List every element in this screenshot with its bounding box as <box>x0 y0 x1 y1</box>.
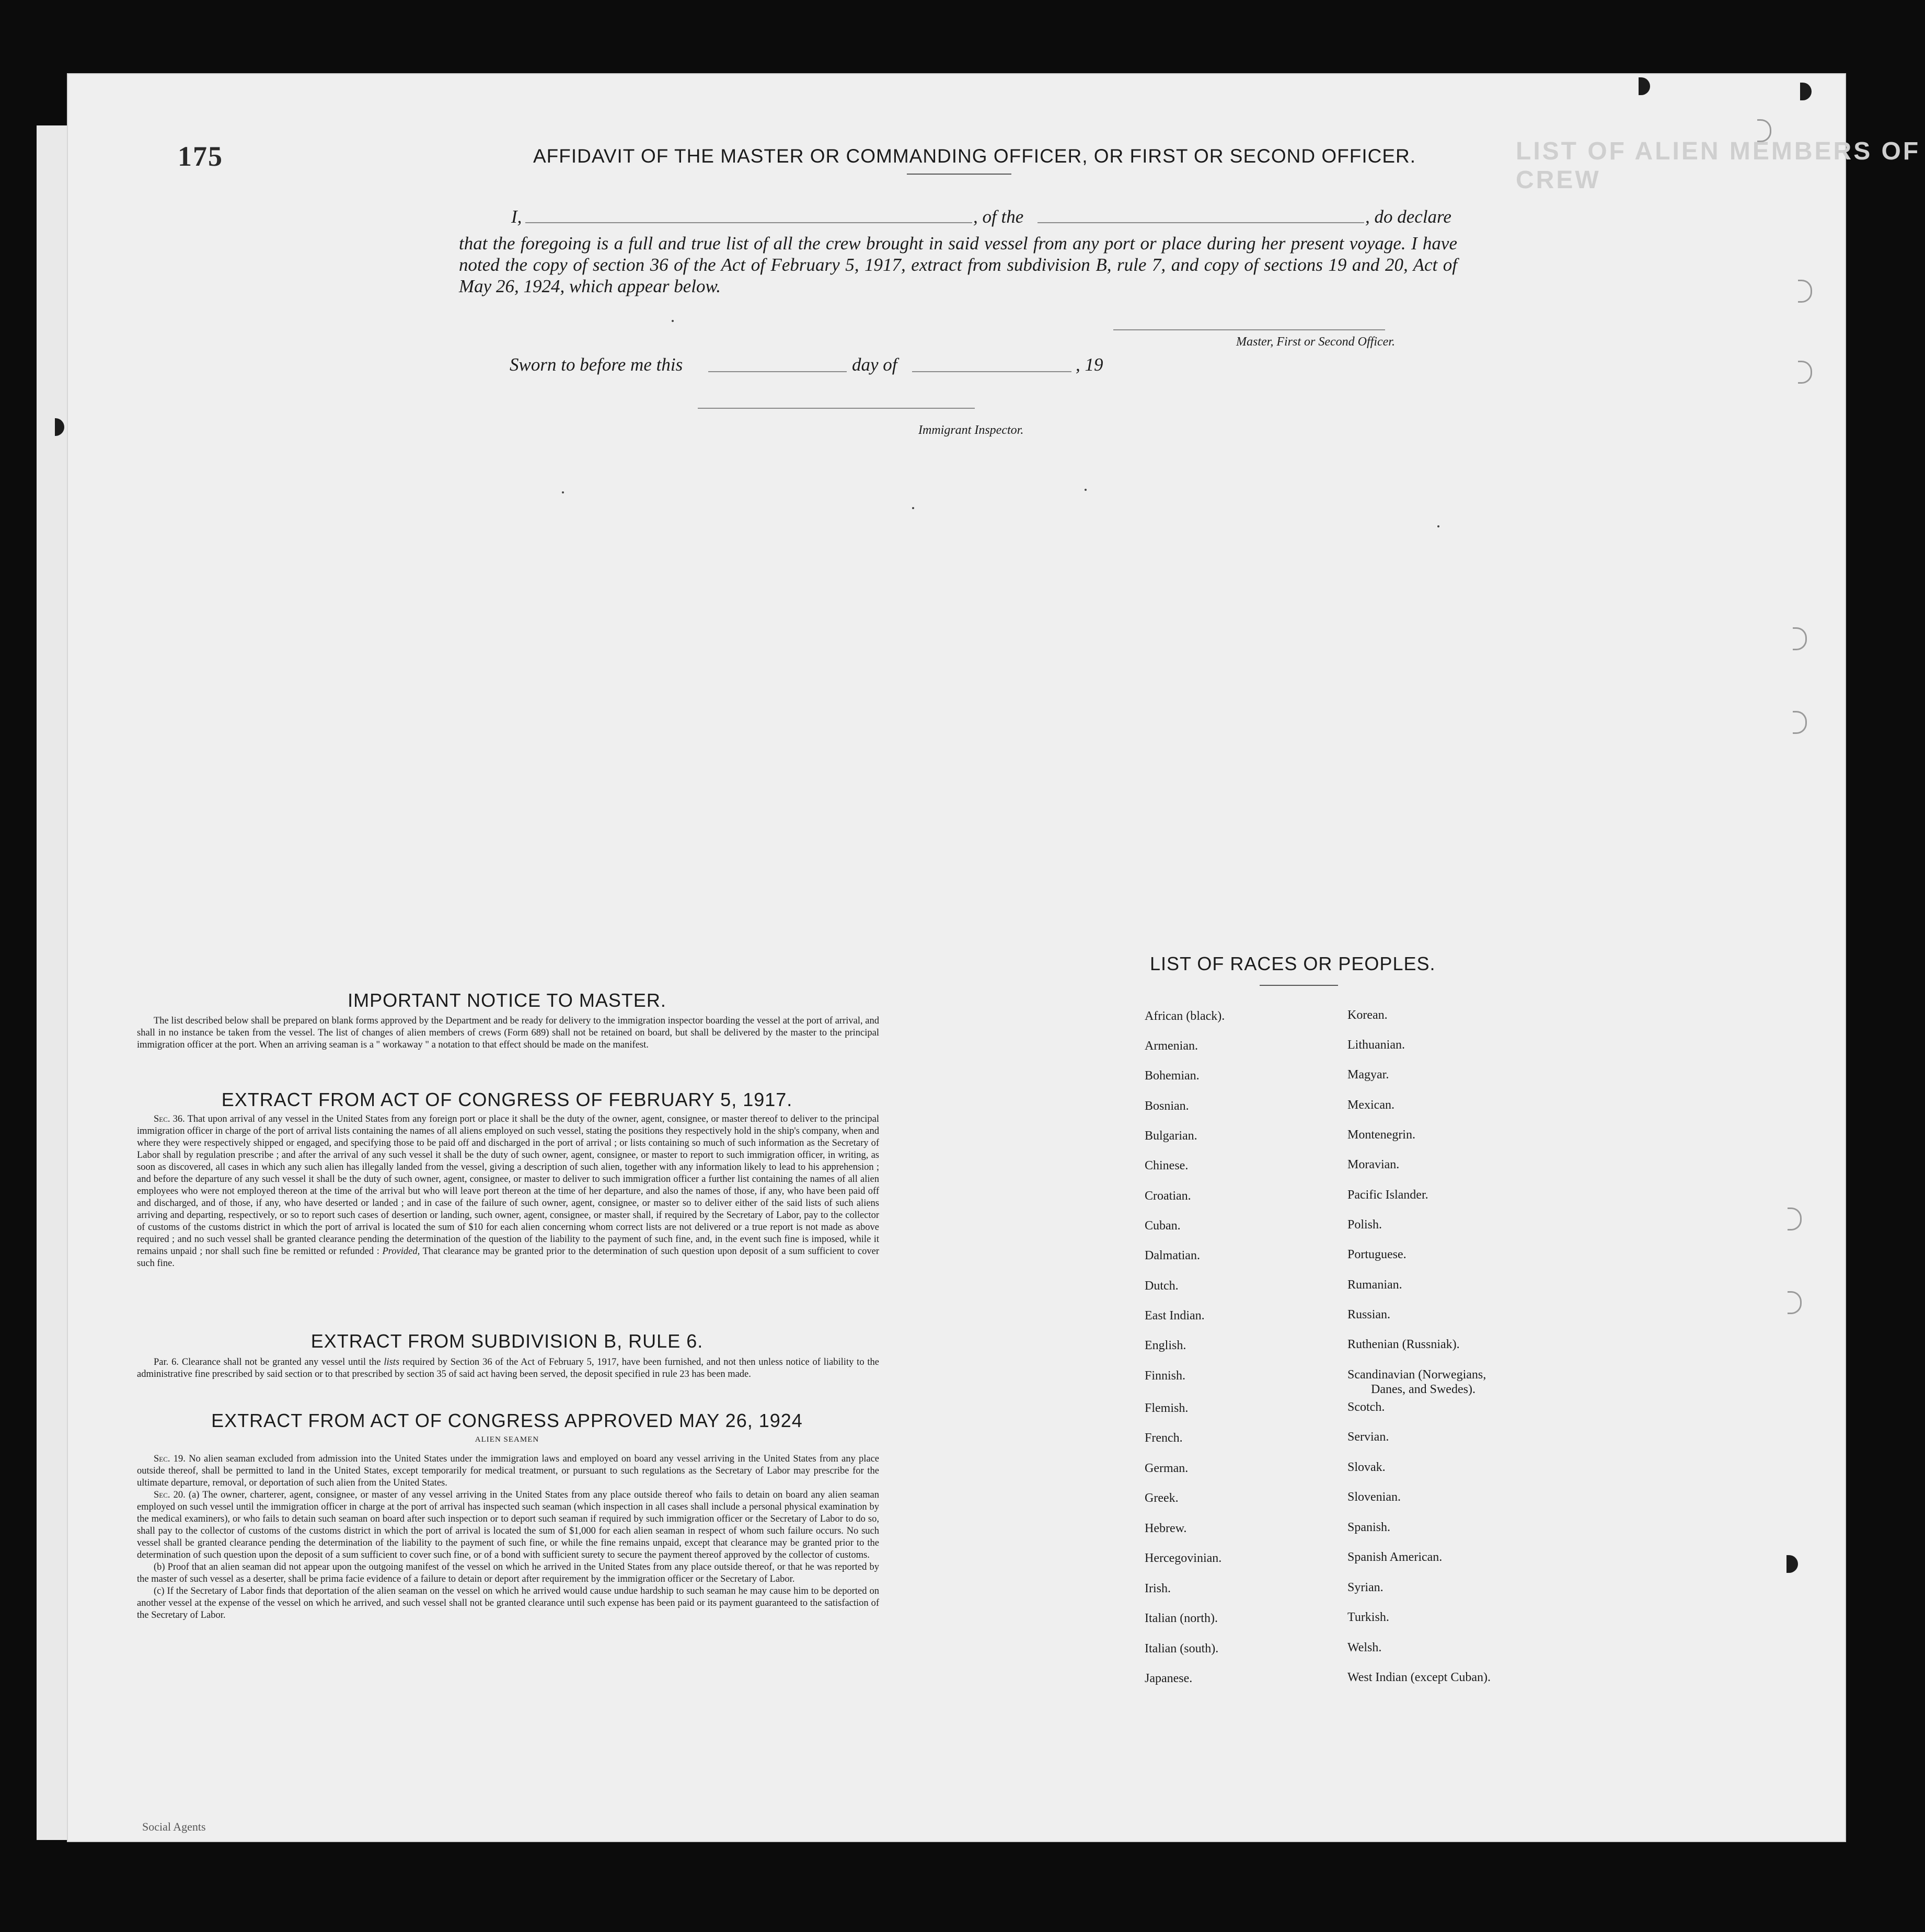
race-item: Servian. <box>1347 1430 1389 1444</box>
race-item: Spanish American. <box>1347 1550 1443 1564</box>
race-item: Pacific Islander. <box>1347 1188 1428 1202</box>
inspector-signature-line[interactable] <box>698 408 975 409</box>
race-item: Magyar. <box>1347 1068 1389 1082</box>
race-item: Turkish. <box>1347 1611 1389 1624</box>
extract-1924-subtitle: ALIEN SEAMEN <box>475 1435 539 1444</box>
affidavit-body: that the foregoing is a full and true list of all the crew brought in said vessel from any port or place during her present voyage. I have noted the copy of section 36 of the Act of February 5, 1917, extract from subdivision B, rule 7, and copy of sections 19 and 20, Act of May 26, 1924, which appear below. <box>459 233 1457 296</box>
race-item: Portuguese. <box>1347 1248 1407 1261</box>
race-item: Italian (south). <box>1145 1642 1219 1655</box>
race-item: Greek. <box>1145 1491 1179 1505</box>
races-title-underline <box>1260 985 1338 986</box>
sworn-date-blank[interactable] <box>708 371 847 372</box>
race-item: Irish. <box>1145 1582 1171 1595</box>
race-item: Scotch. <box>1347 1400 1385 1414</box>
race-item: Scandinavian (Norwegians, <box>1347 1368 1486 1382</box>
race-item: Hercegovinian. <box>1145 1551 1222 1565</box>
race-item: Mexican. <box>1347 1098 1394 1112</box>
inspector-label: Immigrant Inspector. <box>918 423 1024 437</box>
race-item: Cuban. <box>1145 1219 1181 1233</box>
extract-1917-title: EXTRACT FROM ACT OF CONGRESS OF FEBRUARY 5, 1917. <box>221 1089 793 1110</box>
name-blank-line[interactable] <box>525 222 972 223</box>
master-signature-line[interactable] <box>1113 329 1385 330</box>
affidavit-of-the: , of the <box>973 206 1024 227</box>
race-item: Finnish. <box>1145 1369 1186 1383</box>
race-item: Japanese. <box>1145 1672 1193 1685</box>
sworn-month-blank[interactable] <box>912 371 1071 372</box>
race-item: Bohemian. <box>1145 1069 1200 1083</box>
race-item: Dutch. <box>1145 1279 1179 1293</box>
race-item: Slovenian. <box>1347 1490 1401 1504</box>
race-item: Bulgarian. <box>1145 1129 1197 1143</box>
race-item: Italian (north). <box>1145 1612 1218 1625</box>
extract-1924-title: EXTRACT FROM ACT OF CONGRESS APPROVED MAY 26, 1924 <box>211 1410 803 1431</box>
race-item: English. <box>1145 1339 1186 1352</box>
bleed-through-header: LIST OF ALIEN MEMBERS OF CREW <box>1516 137 1921 194</box>
notice-title: IMPORTANT NOTICE TO MASTER. <box>348 990 666 1011</box>
race-item: Welsh. <box>1347 1641 1382 1654</box>
speck <box>1085 489 1087 491</box>
race-item: Polish. <box>1347 1218 1382 1232</box>
race-item: Dalmatian. <box>1145 1249 1200 1262</box>
race-item: Slovak. <box>1347 1460 1386 1474</box>
affidavit-do-declare: , do declare <box>1365 206 1451 227</box>
race-item: German. <box>1145 1462 1189 1475</box>
title-underline <box>907 174 1011 175</box>
extract-rule6-title: EXTRACT FROM SUBDIVISION B, RULE 6. <box>310 1330 704 1352</box>
master-signature-label: Master, First or Second Officer. <box>1236 335 1395 349</box>
bottom-stamp: Social Agents <box>142 1820 206 1833</box>
sworn-prefix: Sworn to before me this <box>510 354 683 375</box>
race-item: Croatian. <box>1145 1189 1191 1203</box>
speck <box>1437 525 1439 527</box>
sworn-day-of: day of <box>852 354 897 375</box>
race-item: Syrian. <box>1347 1581 1384 1594</box>
race-item: Moravian. <box>1347 1158 1400 1171</box>
races-title: LIST OF RACES OR PEOPLES. <box>1150 953 1436 974</box>
race-item: French. <box>1145 1431 1183 1445</box>
race-item: Danes, and Swedes). <box>1371 1383 1476 1396</box>
race-item: Russian. <box>1347 1308 1391 1321</box>
race-item: Flemish. <box>1145 1401 1189 1415</box>
race-item: Bosnian. <box>1145 1099 1189 1113</box>
race-item: Armenian. <box>1145 1039 1198 1053</box>
affidavit-i: I, <box>511 206 522 227</box>
affidavit-title: AFFIDAVIT OF THE MASTER OR COMMANDING OFFICER, OR FIRST OR SECOND OFFICER. <box>533 145 1416 167</box>
notice-text: The list described below shall be prepared on blank forms approved by the Department and be ready for delivery to the immigration inspector boarding the vessel at the port of arrival, and shall in no instance be taken from the vessel. The list of changes of alien members of crews (Form 689) shall not be retained on board, but shall be delivered by the master to the principal immigration officer at the port. When an arriving seaman is a " workaway " a notation to that effect should be made on the manifest. <box>137 1016 879 1050</box>
race-item: Chinese. <box>1145 1159 1189 1172</box>
race-item: Montenegrin. <box>1347 1128 1415 1142</box>
race-item: Hebrew. <box>1145 1522 1187 1535</box>
race-item: Spanish. <box>1347 1521 1391 1534</box>
race-item: East Indian. <box>1145 1309 1205 1322</box>
speck <box>912 507 914 509</box>
race-item: Lithuanian. <box>1347 1038 1405 1052</box>
race-item: Rumanian. <box>1347 1278 1402 1292</box>
race-item: Korean. <box>1347 1008 1388 1022</box>
speck <box>562 491 564 493</box>
vessel-blank-line[interactable] <box>1038 222 1364 223</box>
extract-1917-text: Sec. 36. That upon arrival of any vessel in the United States from any foreign port or place it shall be the duty of the owner, agent, consignee, or master thereof to deliver to the principal immigration officer in charge of the port of arrival lists containing the names of all aliens employed on such vessel, stating the positions they respectively hold in the ship's company, when and where they were respectively shipped or engaged, and specifying those to be paid off and discharged in the port of arrival ; or lists containing so much of such information as the Secretary of Labor shall by regulation prescribe ; and after the arrival of any such vessel it shall be the duty of such owner, agent, consignee, or master to report to such immigration officer, in writing, as soon as discovered, all cases in which any such alien has illegally landed from the vessel, giving a description of such alien, together with any information likely to lead to his apprehension ; and before the departure of any such vessel it shall be the duty of such owner, agent, consignee, or master to deliver to such immigration officer a further list containing the names of all alien employees who were not employed thereon at the time of the arrival but who will leave port thereon at the time of her departure, and also the names of those, if any, who have been paid off and discharged, and of those, if any, who have deserted or landed ; and in case of the failure of such owner, agent, consignee, or master so to deliver either of the said lists of such aliens arriving and departing, respectively, or so to report such cases of desertion or landing, such owner, agent, consignee, or master shall, if required by the Secretary of Labor, pay to the collector of customs of the customs district in which the port of arrival is located the sum of $10 for each alien concerning whom correct lists are not delivered or a true report is not made as above required ; and no such vessel shall be granted clearance pending the determination of the question of the liability to the payment of such fine, and, in the event such fine is imposed, while it remains unpaid ; nor shall such fine be remitted or refunded : Provided, That clearance may be granted prior to the determination of such question upon deposit of a sum sufficient to cover such fine. <box>137 1114 880 1269</box>
speck <box>672 320 674 322</box>
race-item: Ruthenian (Russniak). <box>1347 1338 1460 1351</box>
extract-1924-text: Sec. 19. No alien seaman excluded from admission into the United States under the immigration laws and employed on board any vessel arriving in the United States from any place outside thereof, shall be permitted to land in the United States, except temporarily for medical treatment, or pursuant to such regulations as the Secretary of Labor may prescribe for the ultimate departure, removal, or deportation of such alien from the United States. Sec. 20. (a) The owner, charterer, agent, consignee, or master of any vessel arriving in the United States from any place outside thereof who fails to detain on board any alien seaman employed on such vessel until the immigration officer in charge at the port of arrival has inspected such seaman (which inspection in all cases shall include a personal physical examination by the medical examiners), or who fails to detain such seaman on board after such inspection or to deport such seaman if required by such immigration officer or the Secretary of Labor to do so, shall pay to the collector of customs of the customs district in which the port of arrival is located the sum of $1,000 for each alien seaman in respect of whom such failure occurs. No such vessel shall be granted clearance pending the determination of the liability to the payment of such fine, or while the fine remains unpaid, except that clearance may be granted prior to the determination of such question upon the deposit of a sum sufficient to cover such fine, or of a bond with sufficient surety to secure the payment thereof approved by the collector of customs. (b) Proof that an alien seaman did not appear upon the outgoing manifest of the vessel on which he arrived in the United States from any place outside thereof, or that he was reported by the master of such vessel as a deserter, shall be prima facie evidence of a failure to detain or deport after requirement by the immigration officer or the Secretary of Labor. (c) If the Secretary of Labor finds that deportation of the alien seaman on the vessel on which he arrived would cause undue hardship to such seaman he may cause him to be deported on another vessel at the expense of the vessel on which he arrived, and such vessel shall not be granted clearance until such expense has been paid or its payment guaranteed to the satisfaction of the Secretary of Labor. <box>137 1454 880 1620</box>
extract-rule6-text: Par. 6. Clearance shall not be granted any vessel until the lists required by Section 36 of the Act of February 5, 1917, have been furnished, and not then unless notice of liability to the administrative fine prescribed by said section or to that prescribed by section 35 of said act having been served, the deposit specified in rule 23 has been made. <box>137 1357 880 1379</box>
race-item: African (black). <box>1145 1009 1225 1023</box>
race-item: West Indian (except Cuban). <box>1347 1671 1491 1684</box>
page-number: 175 <box>178 141 223 172</box>
sworn-year: , 19 <box>1076 354 1103 375</box>
